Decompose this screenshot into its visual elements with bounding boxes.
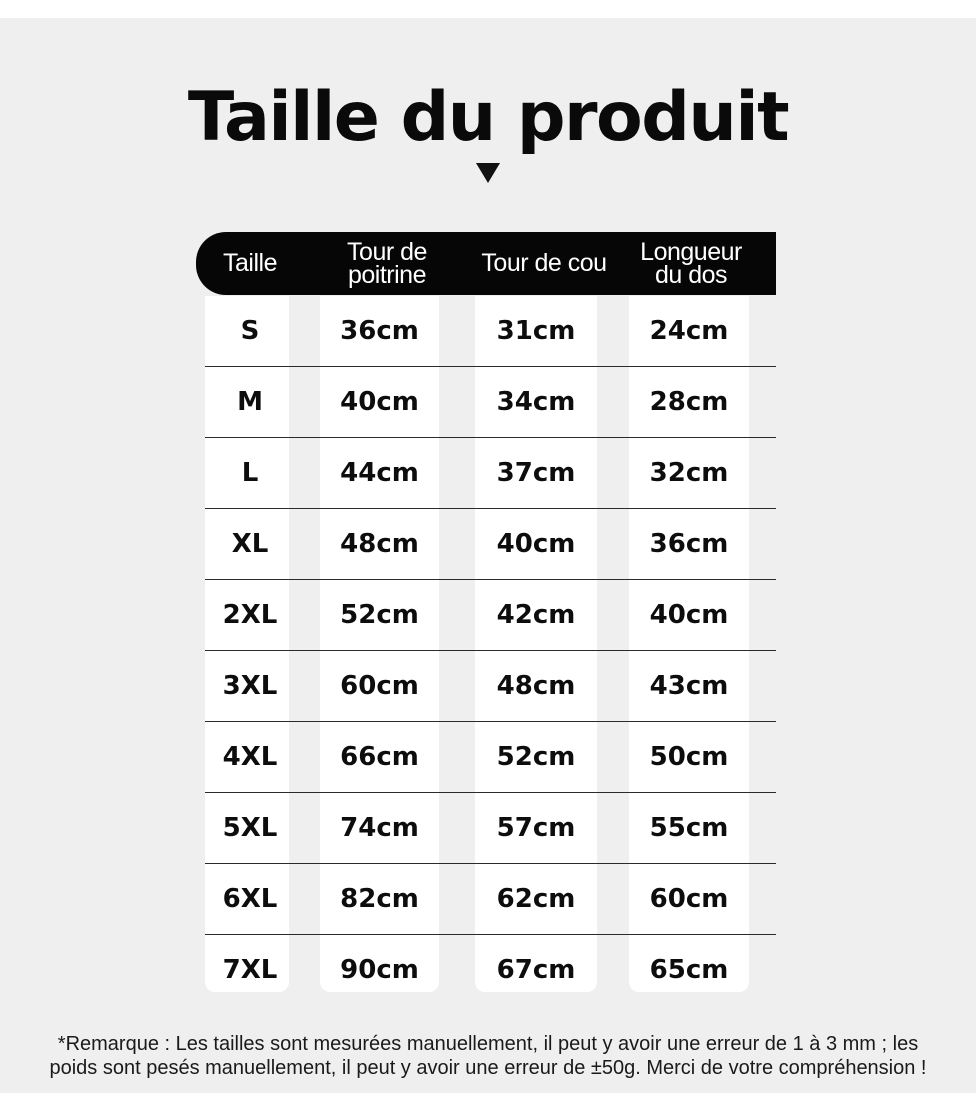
- cell-neck: 31cm: [496, 316, 576, 346]
- cell-chest: 44cm: [340, 458, 419, 488]
- remark-line: poids sont pesés manuellement, il peut y avoir une erreur de ±50g. Merci de votre compréhension !: [49, 1057, 927, 1079]
- cell-neck: 40cm: [496, 529, 576, 559]
- size-table-body: [205, 296, 776, 1006]
- cell-neck: 62cm: [496, 884, 576, 914]
- cell-neck: 67cm: [496, 955, 576, 985]
- cell-neck: 42cm: [496, 600, 576, 630]
- cell-neck: 48cm: [496, 671, 576, 701]
- cell-size: 3XL: [222, 671, 278, 701]
- header-line: Tour de: [347, 237, 427, 266]
- triangle-down-icon: [476, 163, 500, 183]
- cell-chest: 60cm: [340, 671, 419, 701]
- cell-back: 65cm: [649, 955, 729, 985]
- table-row: [205, 509, 776, 580]
- cell-back: 50cm: [649, 742, 729, 772]
- cell-chest: 90cm: [340, 955, 419, 985]
- header-line: poitrine: [348, 260, 426, 289]
- table-row: [205, 296, 776, 367]
- cell-chest: 74cm: [340, 813, 419, 843]
- header-cell-chest: [326, 232, 448, 295]
- table-row: [205, 580, 776, 651]
- table-row: [205, 722, 776, 793]
- cell-chest: 82cm: [340, 884, 419, 914]
- cell-size: S: [240, 316, 260, 346]
- cell-chest: 40cm: [340, 387, 419, 417]
- cell-chest: 48cm: [340, 529, 419, 559]
- page-title: Taille du produit: [187, 78, 789, 157]
- cell-size: 5XL: [222, 813, 278, 843]
- cell-neck: 52cm: [496, 742, 576, 772]
- table-row: [205, 793, 776, 864]
- cell-size: XL: [231, 529, 269, 559]
- table-row: [205, 935, 776, 1006]
- header-cell-neck: [464, 232, 624, 295]
- cell-size: M: [237, 387, 263, 417]
- cell-neck: 37cm: [496, 458, 576, 488]
- remark-note: [40, 1032, 936, 1080]
- cell-size: 2XL: [222, 600, 278, 630]
- cell-size: L: [241, 458, 259, 488]
- header-line: Longueur: [640, 237, 742, 266]
- header-line: Tour de cou: [481, 249, 607, 277]
- cell-back: 24cm: [649, 316, 729, 346]
- cell-chest: 66cm: [340, 742, 419, 772]
- cell-neck: 57cm: [496, 813, 576, 843]
- table-row: [205, 438, 776, 509]
- table-row: [205, 367, 776, 438]
- cell-chest: 36cm: [340, 316, 419, 346]
- cell-back: 60cm: [649, 884, 729, 914]
- table-row: [205, 864, 776, 935]
- header-cell-back: [626, 232, 756, 295]
- cell-neck: 34cm: [496, 387, 576, 417]
- cell-back: 28cm: [649, 387, 729, 417]
- table-row: [205, 651, 776, 722]
- cell-back: 55cm: [649, 813, 729, 843]
- cell-back: 40cm: [649, 600, 729, 630]
- header-cell-size: [196, 232, 304, 295]
- remark-line: *Remarque : Les tailles sont mesurées manuellement, il peut y avoir une erreur de 1 à 3 mm ; les: [57, 1033, 919, 1055]
- cell-size: 7XL: [222, 955, 278, 985]
- cell-back: 43cm: [649, 671, 729, 701]
- cell-back: 32cm: [649, 458, 729, 488]
- header-line: du dos: [654, 260, 728, 289]
- cell-size: 6XL: [222, 884, 278, 914]
- cell-size: 4XL: [222, 742, 278, 772]
- header-line: Taille: [223, 249, 277, 277]
- cell-back: 36cm: [649, 529, 729, 559]
- table-header: [196, 232, 776, 295]
- cell-chest: 52cm: [340, 600, 419, 630]
